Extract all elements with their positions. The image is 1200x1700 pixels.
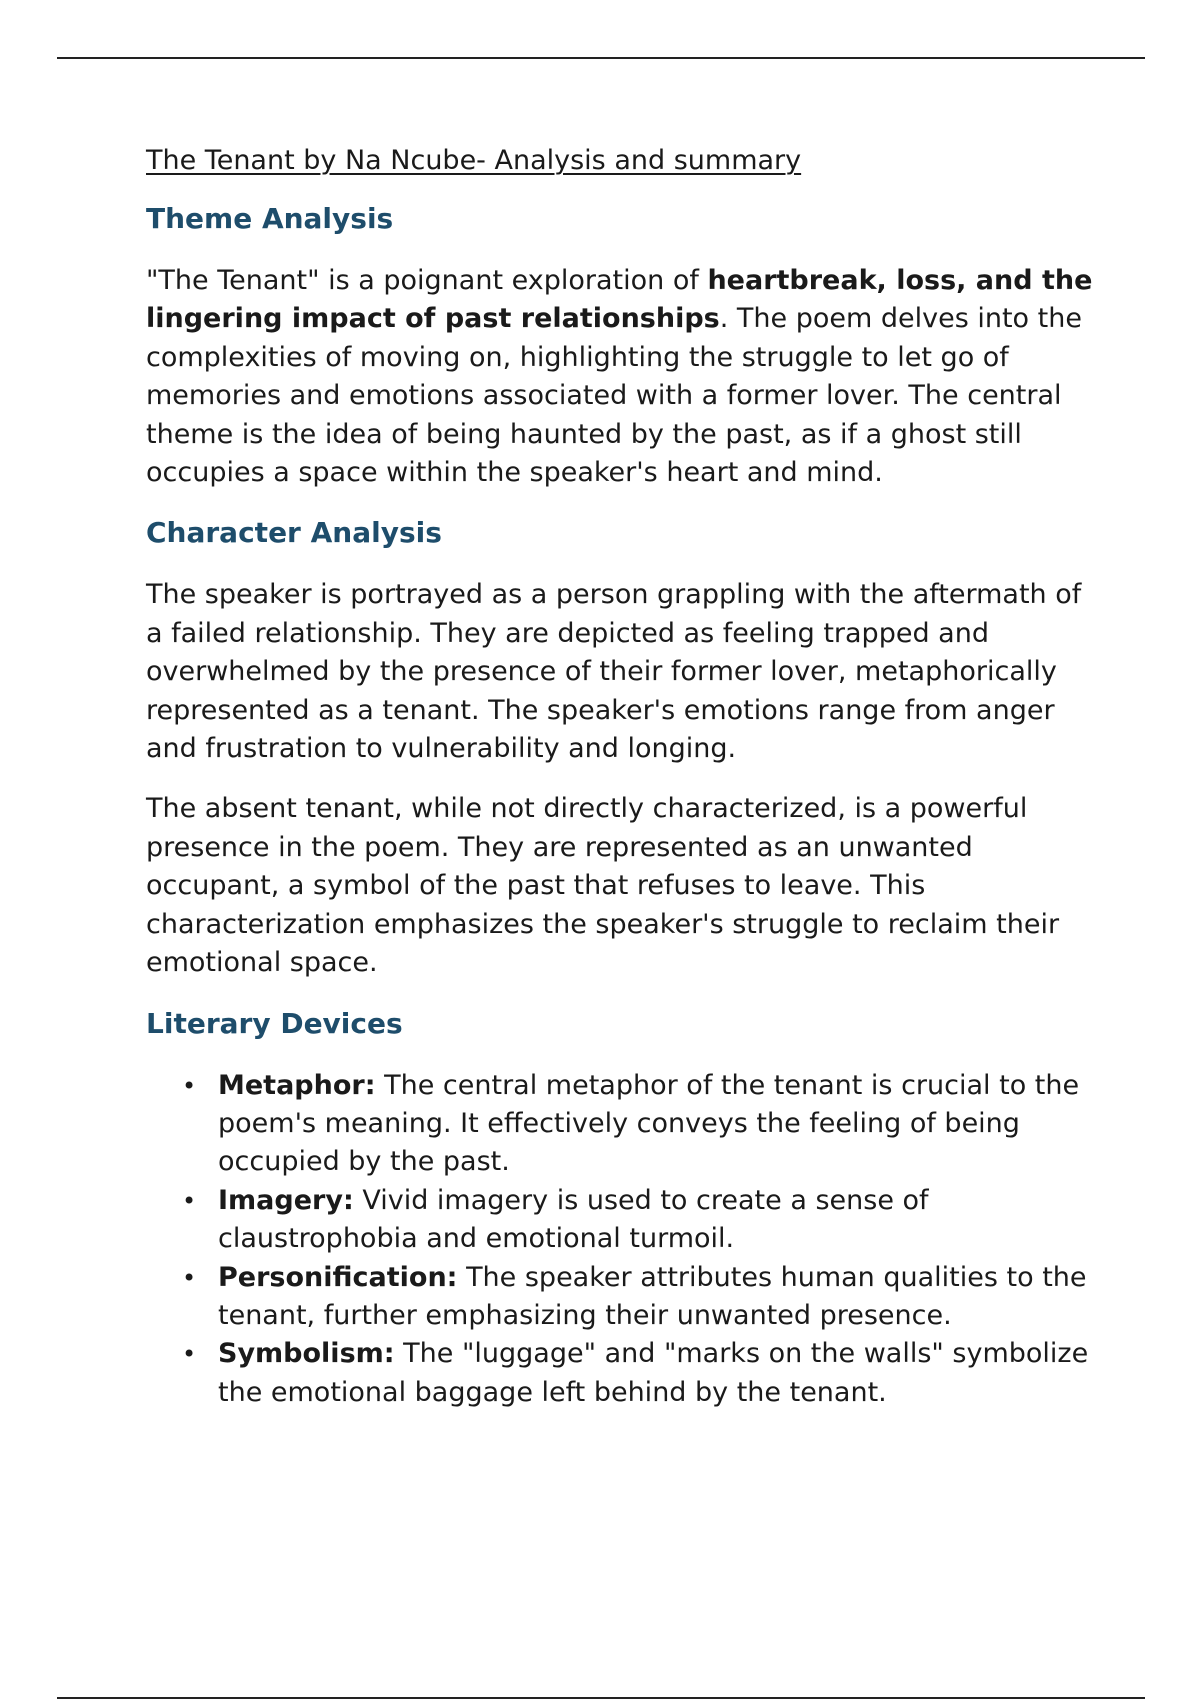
device-description: The central metaphor of the tenant is crucial to the poem's meaning. It effectively conveys the feeling of being occupied by the past. bbox=[218, 1069, 1080, 1178]
list-item-personification bbox=[182, 1259, 1096, 1336]
device-description: The "luggage" and "marks on the walls" symbolize the emotional baggage left behind by the tenant. bbox=[218, 1338, 1089, 1408]
device-term: Metaphor: bbox=[218, 1069, 376, 1101]
theme-paragraph bbox=[146, 262, 1096, 492]
device-description: Vivid imagery is used to create a sense of claustrophobia and emotional turmoil. bbox=[218, 1184, 929, 1255]
device-term: Personification: bbox=[218, 1261, 458, 1293]
bullet-icon: • bbox=[182, 1263, 197, 1292]
device-description: The speaker attributes human qualities to the tenant, further emphasizing their unwanted presence. bbox=[218, 1261, 1087, 1331]
list-item-imagery bbox=[182, 1182, 1096, 1259]
device-term: Symbolism: bbox=[218, 1338, 395, 1370]
top-rule bbox=[57, 57, 1145, 59]
document-title: The Tenant by Na Ncube- Analysis and summary bbox=[146, 145, 802, 176]
character-paragraph-1: The speaker is portrayed as a person grappling with the aftermath of a failed relationship. They are depicted as feeling trapped and overwhelmed by the presence of their former lover, metaphorically represented as a tenant. The speaker's emotions range from anger and frustration to vulnerability and longing. bbox=[146, 579, 1082, 765]
theme-bold-text: heartbreak, loss, and the lingering impact of past relationships bbox=[146, 265, 1093, 335]
document-body bbox=[146, 142, 1096, 1412]
literary-devices-list bbox=[146, 1067, 1096, 1413]
bottom-rule bbox=[57, 1697, 1145, 1699]
bullet-icon: • bbox=[182, 1071, 197, 1100]
device-term: Imagery: bbox=[218, 1184, 354, 1216]
character-paragraph-2: The absent tenant, while not directly characterized, is a powerful presence in the poem. They are represented as an unwanted occupant, a symbol of the past that refuses to leave. This characterization emphasizes the speaker's struggle to reclaim their emotional space. bbox=[146, 793, 1060, 979]
bullet-icon: • bbox=[182, 1340, 197, 1369]
theme-intro-text: "The Tenant" is a poignant exploration of bbox=[146, 265, 708, 296]
literary-devices-heading: Literary Devices bbox=[146, 1006, 403, 1040]
bullet-icon: • bbox=[182, 1186, 197, 1215]
list-item-metaphor bbox=[182, 1067, 1096, 1182]
list-item-symbolism bbox=[182, 1335, 1096, 1412]
character-analysis-heading: Character Analysis bbox=[146, 516, 442, 550]
theme-analysis-heading: Theme Analysis bbox=[146, 202, 394, 235]
theme-rest-text: . The poem delves into the complexities of moving on, highlighting the struggle to let go of memories and emotions associated with a former lover. The central theme is the idea of being haunted by the past, as if a ghost still occupies a space within the speaker's heart and mind. bbox=[146, 303, 1082, 489]
